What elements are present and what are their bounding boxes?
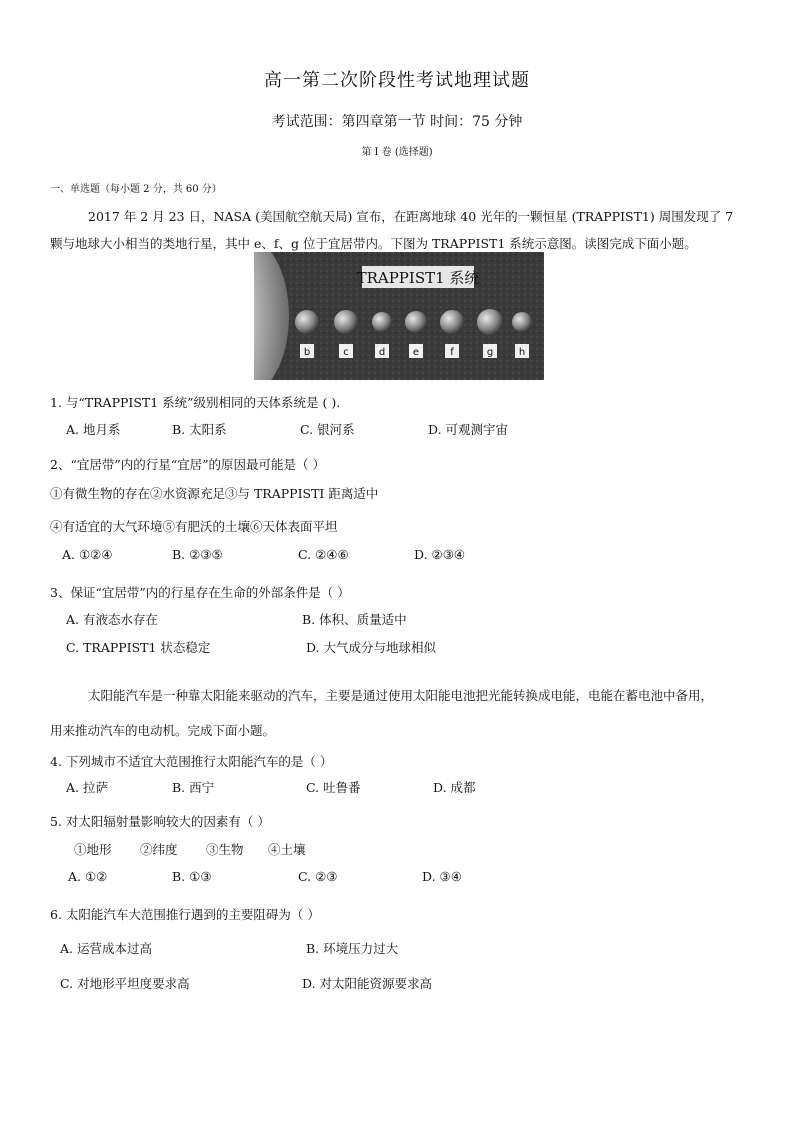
exam-scope-subtitle: 考试范围：第四章第一节 时间：75 分钟 (271, 114, 523, 130)
q1-option-c[interactable]: C. 银河系 (300, 422, 355, 437)
q5-stem: 5. 对太阳辐射量影响较大的因素有（ ） (50, 814, 270, 829)
planet-label-e: e (412, 347, 420, 358)
q4-option-a[interactable]: A. 拉萨 (66, 780, 108, 795)
planet-label-h: h (518, 347, 526, 358)
q1-option-b[interactable]: B. 太阳系 (172, 422, 227, 437)
q1-option-a[interactable]: A. 地月系 (66, 422, 121, 437)
planet-f (440, 310, 464, 334)
planet-label-f: f (450, 347, 454, 358)
q2-option-d[interactable]: D. ②③④ (414, 547, 466, 562)
planet-b (295, 310, 319, 334)
q3-option-c[interactable]: C. TRAPPIST1 状态稳定 (66, 640, 211, 655)
q5-factor-1: ①地形 (74, 842, 112, 857)
intro2-line1: 太阳能汽车是一种靠太阳能来驱动的汽车，主要是通过使用太阳能电池把光能转换成电能，电能在蓄电池中备用， (88, 688, 714, 703)
planet-d (372, 312, 392, 332)
page-title: 高一第二次阶段性考试地理试题 (264, 70, 530, 91)
q6-stem: 6. 太阳能汽车大范围推行遇到的主要阻碍为（ ） (50, 907, 320, 922)
q2-choices-line2: ④有适宜的大气环境⑤有肥沃的土壤⑥天体表面平坦 (50, 519, 338, 534)
q3-option-a[interactable]: A. 有液态水存在 (66, 612, 158, 627)
q2-option-b[interactable]: B. ②③⑤ (172, 547, 223, 562)
planet-label-c: c (343, 347, 349, 358)
q2-choices-line1: ①有微生物的存在②水资源充足③与 TRAPPISTI 距离适中 (50, 486, 379, 501)
section-heading: 一、单选题（每小题 2 分，共 60 分） (50, 184, 222, 195)
intro1-line2: 颗与地球大小相当的类地行星，其中 e、f、g 位于宜居带内。下图为 TRAPPIST1 系统示意图。读图完成下面小题。 (50, 236, 697, 251)
planet-h (512, 312, 532, 332)
q3-option-b[interactable]: B. 体积、质量适中 (302, 612, 407, 627)
q3-option-d[interactable]: D. 大气成分与地球相似 (306, 640, 437, 655)
q6-option-a[interactable]: A. 运营成本过高 (60, 941, 152, 956)
volume-label: 第 I 卷 (选择题) (361, 147, 433, 158)
planet-label-d: d (378, 347, 386, 358)
q6-option-b[interactable]: B. 环境压力过大 (306, 941, 399, 956)
planet-g (477, 309, 503, 335)
q2-stem: 2、“宜居带”内的行星“宜居”的原因最可能是（ ） (50, 457, 325, 472)
q5-option-a[interactable]: A. ①② (68, 869, 108, 884)
planet-label-g: g (486, 347, 494, 358)
q1-stem: 1. 与“TRAPPIST1 系统”级别相同的天体系统是 ( ). (50, 395, 341, 410)
q4-option-c[interactable]: C. 吐鲁番 (306, 780, 361, 795)
q6-option-d[interactable]: D. 对太阳能资源要求高 (302, 976, 433, 991)
q5-factor-2: ②纬度 (140, 842, 178, 857)
q2-option-c[interactable]: C. ②④⑥ (298, 547, 349, 562)
planet-label-b: b (303, 347, 311, 358)
q5-option-c[interactable]: C. ②③ (298, 869, 338, 884)
intro1-line1: 2017 年 2 月 23 日，NASA (美国航空航天局) 宣布，在距离地球 40 光年的一颗恒星 (TRAPPIST1) 周围发现了 7 (88, 209, 734, 224)
q2-option-a[interactable]: A. ①②④ (62, 547, 113, 562)
q5-option-d[interactable]: D. ③④ (422, 869, 462, 884)
q4-option-d[interactable]: D. 成都 (433, 780, 476, 795)
q5-factor-3: ③生物 (206, 842, 244, 857)
planet-c (334, 310, 358, 334)
planet-e (405, 311, 427, 333)
q4-option-b[interactable]: B. 西宁 (172, 780, 215, 795)
trappist1-diagram (254, 252, 544, 380)
figure-title: TRAPPIST1 系统 (356, 269, 480, 287)
q4-stem: 4. 下列城市不适宜大范围推行太阳能汽车的是（ ） (50, 754, 333, 769)
q3-stem: 3、保证“宜居带”内的行星存在生命的外部条件是（ ） (50, 585, 350, 600)
q1-option-d[interactable]: D. 可观测宇宙 (428, 422, 509, 437)
q5-factor-4: ④土壤 (268, 842, 306, 857)
q5-option-b[interactable]: B. ①③ (172, 869, 212, 884)
intro2-line2: 用来推动汽车的电动机。完成下面小题。 (50, 723, 276, 738)
trappist1-system-figure (254, 252, 544, 380)
q6-option-c[interactable]: C. 对地形平坦度要求高 (60, 976, 190, 991)
